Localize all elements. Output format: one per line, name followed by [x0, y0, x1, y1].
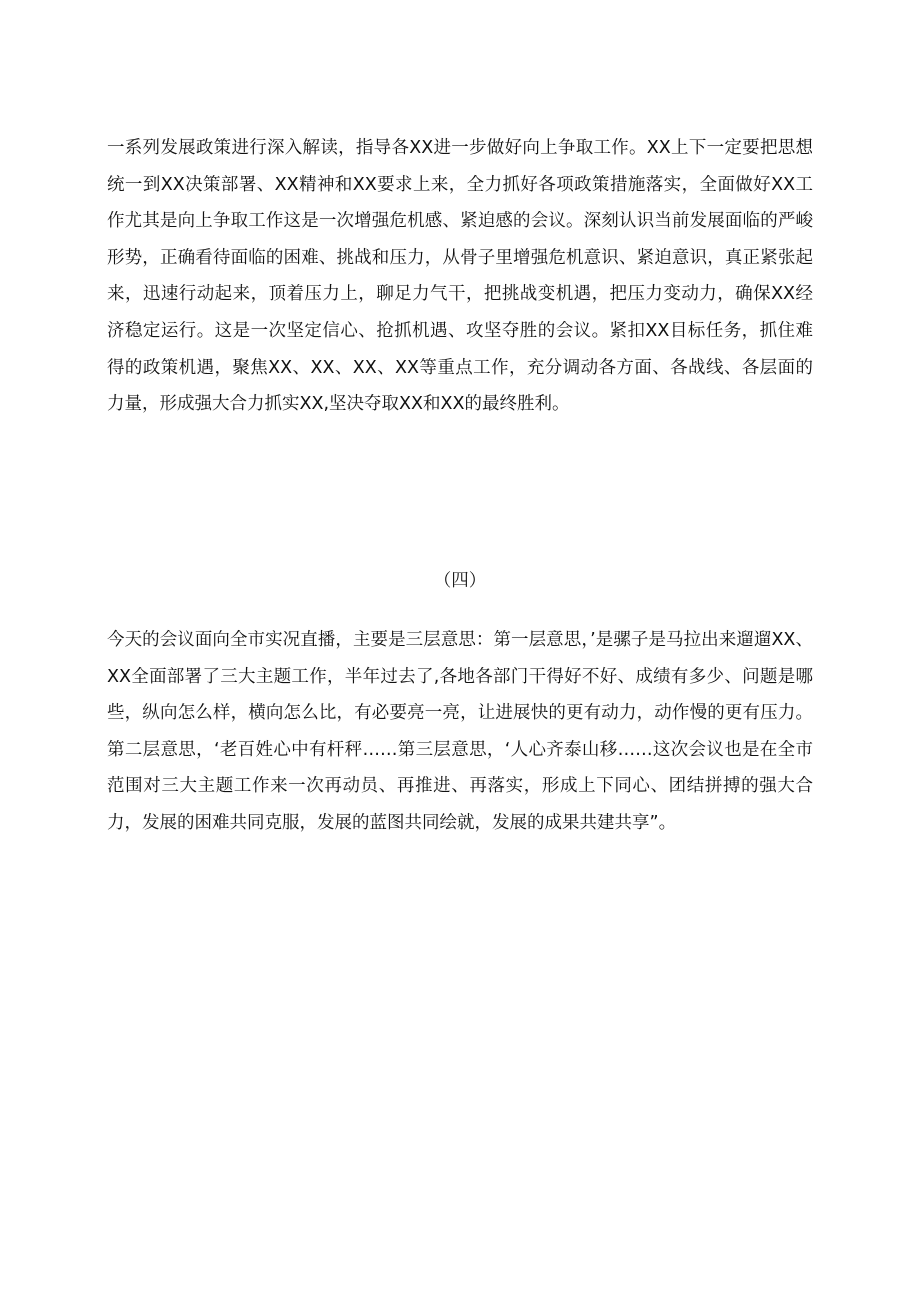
- section-heading-four: （四）: [433, 571, 487, 591]
- body-paragraph-meeting-summary: 今天的会议面向全市实况直播，主要是三层意思：第一层意思，’是骡子是马拉出来遛遛XX、XX全面部署了三大主题工作，半年过去了,各地各部门干得好不好、成绩有多少、问题是哪些，纵向怎么样，横向怎么比，有必要亮一亮，让进展快的更有动力，动作慢的更有压力。第二层意思，‘老百姓心中有杆秤……第三层意思，‘人心齐泰山移……这次会议也是在全市范围对三大主题工作来一次再动员、再推进、再落实，形成上下同心、团结拼搏的强大合力，发展的困难共同克服，发展的蓝图共同绘就，发展的成果共建共享”。: [107, 630, 813, 833]
- body-paragraph-continuation: 一系列发展政策进行深入解读，指导各XX进一步做好向上争取工作。XX上下一定要把思想统一到XX决策部署、XX精神和XX要求上来，全力抓好各项政策措施落实，全面做好XX工作尤其是向上争取工作这是一次增强危机感、紧迫感的会议。深刻认识当前发展面临的严峻形势，正确看待面临的困难、挑战和压力，从骨子里增强危机意识、紧迫意识，真正紧张起来，迅速行动起来，顶着压力上，聊足力气干，把挑战变机遇，把压力变动力，确保XX经济稳定运行。这是一次坚定信心、抢抓机遇、攻坚夺胜的会议。紧扣XX目标任务，抓住难得的政策机遇，聚焦XX、XX、XX、XX等重点工作，充分调动各方面、各战线、各层面的力量，形成强大合力抓实XX,坚决夺取XX和XX的最终胜利。: [107, 138, 813, 415]
